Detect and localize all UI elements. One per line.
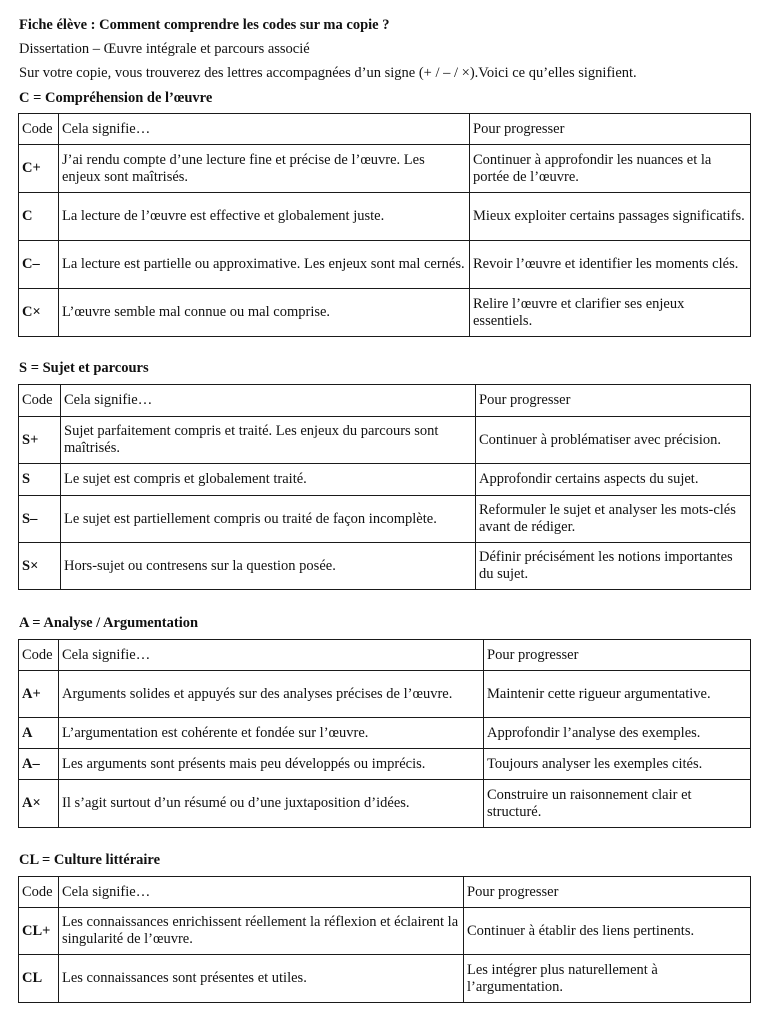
- table-row: [19, 780, 751, 828]
- code-cell: A×: [19, 780, 59, 828]
- section-heading-analyse: A = Analyse / Argumentation: [19, 615, 199, 631]
- meaning-cell: Il s’agit surtout d’un résumé ou d’une juxtaposition d’idées.: [59, 780, 484, 828]
- progress-cell: Revoir l’œuvre et identifier les moments clés.: [470, 241, 751, 289]
- section-heading-sujet: S = Sujet et parcours: [19, 360, 149, 376]
- header-code: Code: [19, 114, 59, 145]
- header-progress: Pour progresser: [476, 385, 751, 417]
- meaning-cell: Arguments solides et appuyés sur des analyses précises de l’œuvre.: [59, 671, 484, 718]
- meaning-cell: L’œuvre semble mal connue ou mal comprise.: [59, 289, 470, 337]
- meaning-cell: L’argumentation est cohérente et fondée sur l’œuvre.: [59, 718, 484, 749]
- code-cell: C+: [19, 145, 59, 193]
- progress-cell: Mieux exploiter certains passages significatifs.: [470, 193, 751, 241]
- code-cell: A+: [19, 671, 59, 718]
- table-header-row: [19, 877, 751, 908]
- meaning-cell: Hors-sujet ou contresens sur la question posée.: [61, 543, 476, 590]
- progress-cell: Continuer à problématiser avec précision.: [476, 417, 751, 464]
- table-row: [19, 718, 751, 749]
- header-progress: Pour progresser: [484, 640, 751, 671]
- progress-cell: Toujours analyser les exemples cités.: [484, 749, 751, 780]
- header-code: Code: [19, 877, 59, 908]
- header-meaning: Cela signifie…: [59, 640, 484, 671]
- page-subtitle: Dissertation – Œuvre intégrale et parcours associé: [19, 41, 310, 57]
- intro-text: Sur votre copie, vous trouverez des lettres accompagnées d’un signe (+ / – / ×).Voici ce qu’elles signifient.: [19, 65, 637, 81]
- progress-cell: Reformuler le sujet et analyser les mots-clés avant de rédiger.: [476, 496, 751, 543]
- table-header-row: [19, 385, 751, 417]
- table-header-row: [19, 114, 751, 145]
- progress-cell: Continuer à établir des liens pertinents.: [464, 908, 751, 955]
- table-row: [19, 145, 751, 193]
- header-code: Code: [19, 385, 61, 417]
- code-cell: C–: [19, 241, 59, 289]
- header-meaning: Cela signifie…: [59, 114, 470, 145]
- meaning-cell: La lecture de l’œuvre est effective et globalement juste.: [59, 193, 470, 241]
- code-cell: C: [19, 193, 59, 241]
- table-row: [19, 464, 751, 496]
- table-row: [19, 417, 751, 464]
- meaning-cell: La lecture est partielle ou approximative. Les enjeux sont mal cernés.: [59, 241, 470, 289]
- table-sujet: [18, 384, 751, 590]
- table-row: [19, 671, 751, 718]
- header-progress: Pour progresser: [470, 114, 751, 145]
- meaning-cell: Les connaissances sont présentes et utiles.: [59, 955, 464, 1003]
- table-culture: [18, 876, 751, 1003]
- code-cell: A–: [19, 749, 59, 780]
- progress-cell: Les intégrer plus naturellement à l’argumentation.: [464, 955, 751, 1003]
- header-meaning: Cela signifie…: [61, 385, 476, 417]
- meaning-cell: Le sujet est compris et globalement traité.: [61, 464, 476, 496]
- code-cell: C×: [19, 289, 59, 337]
- code-cell: S–: [19, 496, 61, 543]
- section-heading-culture: CL = Culture littéraire: [19, 852, 161, 868]
- header-meaning: Cela signifie…: [59, 877, 464, 908]
- header-progress: Pour progresser: [464, 877, 751, 908]
- progress-cell: Définir précisément les notions importantes du sujet.: [476, 543, 751, 590]
- meaning-cell: Les arguments sont présents mais peu développés ou imprécis.: [59, 749, 484, 780]
- code-cell: CL: [19, 955, 59, 1003]
- table-row: [19, 193, 751, 241]
- meaning-cell: Le sujet est partiellement compris ou traité de façon incomplète.: [61, 496, 476, 543]
- table-comprehension: [18, 113, 751, 337]
- meaning-cell: Sujet parfaitement compris et traité. Les enjeux du parcours sont maîtrisés.: [61, 417, 476, 464]
- header-code: Code: [19, 640, 59, 671]
- table-row: [19, 241, 751, 289]
- table-header-row: [19, 640, 751, 671]
- table-row: [19, 955, 751, 1003]
- section-heading-comprehension: C = Compréhension de l’œuvre: [19, 90, 213, 106]
- code-cell: A: [19, 718, 59, 749]
- code-cell: S: [19, 464, 61, 496]
- progress-cell: Maintenir cette rigueur argumentative.: [484, 671, 751, 718]
- progress-cell: Continuer à approfondir les nuances et la portée de l’œuvre.: [470, 145, 751, 193]
- meaning-cell: J’ai rendu compte d’une lecture fine et précise de l’œuvre. Les enjeux sont maîtrisés.: [59, 145, 470, 193]
- meaning-cell: Les connaissances enrichissent réellement la réflexion et éclairent la singularité de l’œuvre.: [59, 908, 464, 955]
- table-row: [19, 908, 751, 955]
- progress-cell: Construire un raisonnement clair et structuré.: [484, 780, 751, 828]
- page-title: Fiche élève : Comment comprendre les codes sur ma copie ?: [19, 17, 390, 33]
- table-row: [19, 543, 751, 590]
- table-row: [19, 496, 751, 543]
- progress-cell: Approfondir certains aspects du sujet.: [476, 464, 751, 496]
- code-cell: CL+: [19, 908, 59, 955]
- table-analyse: [18, 639, 751, 828]
- progress-cell: Relire l’œuvre et clarifier ses enjeux essentiels.: [470, 289, 751, 337]
- progress-cell: Approfondir l’analyse des exemples.: [484, 718, 751, 749]
- table-row: [19, 749, 751, 780]
- code-cell: S×: [19, 543, 61, 590]
- code-cell: S+: [19, 417, 61, 464]
- table-row: [19, 289, 751, 337]
